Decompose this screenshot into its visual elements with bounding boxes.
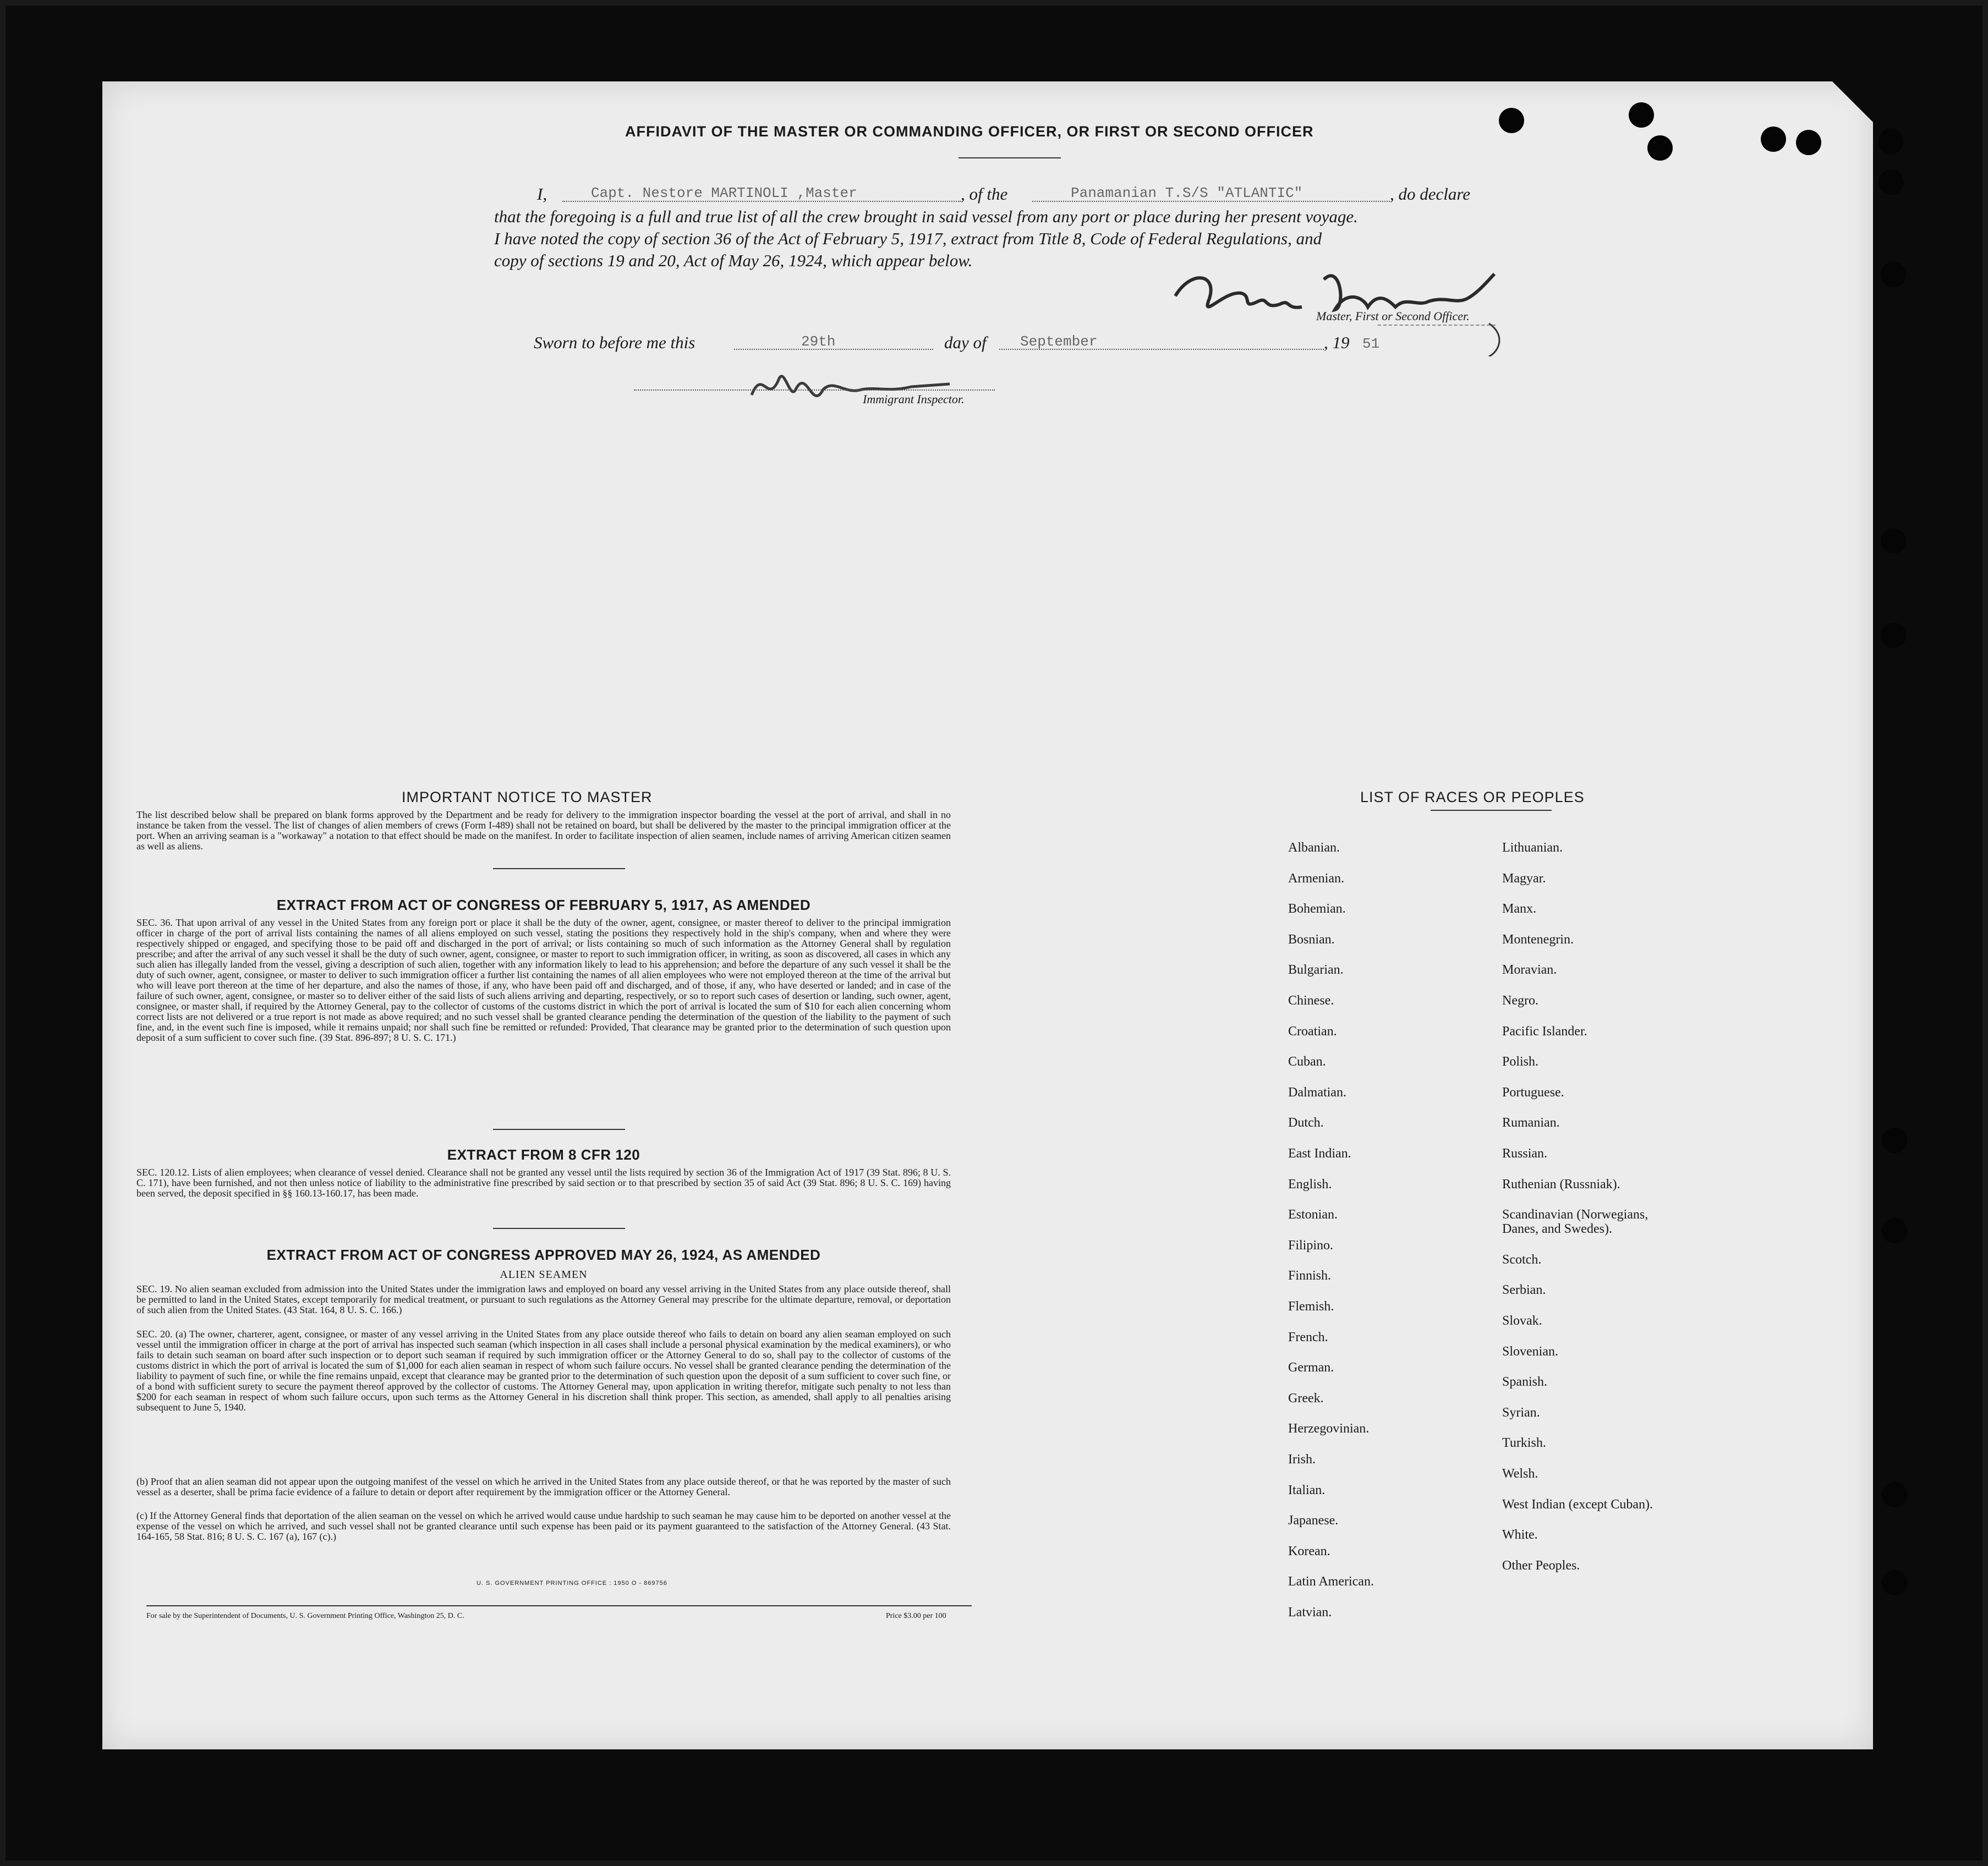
punch-hole (1879, 169, 1904, 195)
sworn-month: September (1020, 333, 1098, 350)
extract1-title: EXTRACT FROM ACT OF CONGRESS OF FEBRUARY 5, 1917, AS AMENDED (276, 897, 811, 913)
race-item: Other Peoples. (1502, 1558, 1580, 1573)
race-item: German. (1288, 1360, 1334, 1375)
extract2-body: SEC. 120.12. Lists of alien employees; when clearance of vessel denied. Clearance shall not be granted any vessel until the lists required by section 36 of the Immigration Act of 1917 (39 Stat. 896; 8 U. S. C. 171), have been furnished, and not then unless notice of liability to the administrative fine prescribed by said section or to that prescribed by section 35 of said Act (39 Stat. 896; 8 U. S. C. 169) having been served, the deposit specified in §§ 160.13-160.17, has been made. (136, 1167, 951, 1199)
punch-hole (1879, 129, 1904, 154)
race-item: Manx. (1502, 902, 1536, 916)
race-item: Montenegrin. (1502, 932, 1574, 947)
race-item: Irish. (1288, 1452, 1316, 1467)
inspector-dotline (634, 389, 995, 391)
race-item: Welsh. (1502, 1467, 1538, 1481)
vessel-name: Panamanian T.S/S "ATLANTIC" (1071, 185, 1303, 201)
footer-right: Price $3.00 per 100 (886, 1612, 946, 1620)
punch-hole (1882, 1570, 1907, 1595)
punch-hole (1882, 1128, 1907, 1153)
extract1-rule (493, 1129, 625, 1130)
extract3-subtitle: ALIEN SEAMEN (500, 1269, 588, 1281)
race-item: French. (1288, 1330, 1328, 1344)
race-item: Latvian. (1288, 1605, 1332, 1620)
extract1-body: SEC. 36. That upon arrival of any vessel in the United States from any foreign port or place it shall be the duty of the owner, agent, consignee, or master thereof to deliver to the principal immigration officer in charge of the port of arrival lists containing the names of all aliens employed on such vessel, stating the positions they respectively hold in the ship's company, when and where they were respectively shipped or engaged, and specifying those to be paid off and discharged in the port of arrival; or lists containing so much of such information as the Attorney General shall by regulation prescribe; and after the arrival of any such vessel it shall be the duty of such owner, agent, consignee, or master to report to such immigration officer, in writing, as soon as discovered, all cases in which any such alien has illegally landed from the vessel, giving a description of such alien, together with any information likely to lead to his apprehension; and before the departure of any such vessel it shall be the duty of such owner, agent, consignee, or master to deliver to such immigration officer a further list containing the names of all alien employees who were not employed thereon at the time of the arrival but who will leave port thereon at the time of her departure, and also the names of those, if any, who have been paid off and discharged, and of those, if any, who have deserted or landed; and in case of the failure of such owner, agent, consignee, or master so to deliver either of the said lists of such aliens arriving and departing, respectively, or so to report such cases of desertion or landing, such owner, agent, consignee, or master shall, if required by the Attorney General, pay to the collector of customs of the customs district in which the port of arrival is located the sum of $10 for each alien concerning whom correct lists are not delivered or a true report is not made as above required; and no such vessel shall be granted clearance pending the determination of the question of the liability to the payment of such fine, and, in the event such fine is imposed, while it remains unpaid; nor shall such fine be remitted or refunded: Provided, That clearance may be granted prior to the determination of such question upon deposit of a sum sufficient to cover such fine. (39 Stat. 896-897; 8 U. S. C. 171.) (136, 917, 951, 1043)
heading-rule (959, 157, 1061, 158)
day-of-text: day of (944, 333, 987, 352)
punch-hole (1882, 1218, 1907, 1243)
notice-rule (493, 868, 625, 869)
footer-rule (146, 1605, 972, 1606)
race-item: Danes, and Swedes). (1502, 1222, 1612, 1237)
paper-corner (1832, 81, 1873, 122)
extract2-rule (493, 1228, 625, 1229)
race-item: Magyar. (1502, 871, 1546, 886)
punch-hole (1881, 623, 1906, 648)
race-item: Armenian. (1288, 871, 1344, 886)
race-item: Bulgarian. (1288, 963, 1344, 978)
signer-title: Master, First or Second Officer. (1316, 309, 1470, 323)
race-item: Polish. (1502, 1055, 1539, 1069)
sec20b-body: (b) Proof that an alien seaman did not appear upon the outgoing manifest of the vessel on which he arrived in the United States from any place outside thereof, or that he was reported by the master of such vessel as a deserter, shall be prima facie evidence of a failure to detain or deport after requirement by the immigration officer or the Attorney General. (136, 1476, 951, 1497)
race-item: West Indian (except Cuban). (1502, 1497, 1653, 1512)
race-item: Slovak. (1502, 1314, 1542, 1328)
race-item: Scandinavian (Norwegians, (1502, 1208, 1649, 1222)
sworn-day: 29th (801, 333, 836, 350)
sec20a-body: SEC. 20. (a) The owner, charterer, agent, consignee, or master of any vessel arriving in the United States from any place outside thereof who fails to detain on board any alien seaman employed on such vessel until the immigration officer in charge at the port of arrival has inspected such seaman (which inspection in all cases shall include a personal physical examination by the medical examiners), or who fails to detain such seaman on board after such inspection or to deport such seaman if required by such immigration officer or the Attorney General to do so, shall pay to the collector of customs of the customs district in which the port of arrival is located the sum of $1,000 for each alien seaman in respect of whom such failure occurs. No vessel shall be granted clearance pending the determination of the liability to payment of such fine, or while the fine remains unpaid, except that clearance may be granted prior to the determination of such question upon the deposit of a sum sufficient to cover such fine, or of a bond with sufficient surety to secure the payment thereof approved by the collector of customs. The Attorney General may, upon application in writing therefor, mitigate such penalty to not less than $200 for each seaman in respect of whom such failure occurs, upon such terms as the Attorney General in his discretion shall think proper. This section, as amended, shall apply to all penalties arising subsequent to June 5, 1940. (136, 1329, 951, 1413)
race-item: Pacific Islander. (1502, 1024, 1587, 1039)
race-item: Korean. (1288, 1544, 1330, 1558)
extract2-title: EXTRACT FROM 8 CFR 120 (447, 1146, 640, 1163)
race-item: Bohemian. (1288, 902, 1346, 916)
race-item: Flemish. (1288, 1299, 1334, 1314)
affidavit-i: I, (537, 184, 547, 204)
race-item: Italian. (1288, 1483, 1326, 1497)
year-suffix: 51 (1362, 336, 1380, 352)
inspector-title: Immigrant Inspector. (863, 392, 965, 406)
year-prefix: , 19 (1324, 333, 1350, 352)
punch-hole (1761, 127, 1786, 152)
race-item: Lithuanian. (1502, 841, 1563, 855)
race-item: East Indian. (1288, 1146, 1351, 1161)
race-item: White. (1502, 1528, 1538, 1543)
sec19-body: SEC. 19. No alien seaman excluded from admission into the United States under the immigration laws and employed on board any vessel arriving in the United States from any place outside thereof, shall be permitted to land in the United States, except temporarily for medical treatment, or pursuant to such regulations as the Attorney General may prescribe for the ultimate departure, removal, or deportation of such alien from the United States. (43 Stat. 164, 8 U. S. C. 166.) (136, 1283, 951, 1315)
race-item: Syrian. (1502, 1405, 1540, 1420)
race-item: Greek. (1288, 1391, 1324, 1406)
sec20c-body: (c) If the Attorney General finds that deportation of the alien seaman on the vessel on which he arrived would cause undue hardship to such seaman he may cause him to be deported on another vessel at the expense of the vessel on which he arrived, and such vessel shall not be granted clearance until such expense has been paid or its payment guaranteed to the satisfaction of the Attorney General. (43 Stat. 164-165, 58 Stat. 816; 8 U. S. C. 167 (a), 167 (c).) (136, 1510, 951, 1542)
master-name: Capt. Nestore MARTINOLI ,Master (591, 185, 857, 201)
race-item: Herzegovinian. (1288, 1422, 1370, 1436)
race-item: Estonian. (1288, 1208, 1338, 1222)
gpo-code: U. S. GOVERNMENT PRINTING OFFICE : 1950 O - 869756 (477, 1580, 667, 1587)
race-item: Negro. (1502, 994, 1538, 1008)
race-item: Latin American. (1288, 1574, 1374, 1589)
race-item: Slovenian. (1502, 1344, 1558, 1359)
struck-field (1378, 325, 1496, 331)
affidavit-heading: AFFIDAVIT OF THE MASTER OR COMMANDING OFFICER, OR FIRST OR SECOND OFFICER (625, 123, 1314, 140)
races-title: LIST OF RACES OR PEOPLES (1360, 789, 1585, 805)
race-item: Dutch. (1288, 1116, 1324, 1130)
race-item: Russian. (1502, 1146, 1548, 1161)
race-item: Serbian. (1502, 1283, 1546, 1298)
race-item: Spanish. (1502, 1375, 1548, 1390)
race-item: Chinese. (1288, 994, 1334, 1008)
race-item: Moravian. (1502, 963, 1557, 978)
race-item: Turkish. (1502, 1436, 1546, 1451)
notice-title: IMPORTANT NOTICE TO MASTER (402, 789, 653, 805)
race-item: Filipino. (1288, 1238, 1334, 1253)
document-page (102, 81, 1873, 1749)
race-item: Cuban. (1288, 1055, 1326, 1069)
affidavit-line3: I have noted the copy of section 36 of the Act of February 5, 1917, extract from Title 8, Code of Federal Regulations, and (494, 229, 1322, 248)
race-item: English. (1288, 1177, 1332, 1192)
punch-hole (1499, 108, 1524, 133)
punch-hole (1881, 528, 1906, 553)
race-item: Portuguese. (1502, 1085, 1564, 1100)
sworn-prefix: Sworn to before me this (534, 333, 695, 352)
affidavit-line2: that the foregoing is a full and true list of all the crew brought in said vessel from any port or place during her present voyage. (494, 207, 1358, 226)
punch-hole (1882, 1482, 1907, 1507)
race-item: Croatian. (1288, 1024, 1337, 1039)
punch-hole (1881, 262, 1906, 287)
race-item: Dalmatian. (1288, 1085, 1346, 1100)
of-the-text: , of the (961, 184, 1008, 204)
punch-hole (1647, 135, 1673, 161)
race-item: Ruthenian (Russniak). (1502, 1177, 1620, 1192)
race-item: Bosnian. (1288, 932, 1335, 947)
inspector-signature (735, 356, 955, 417)
race-item: Japanese. (1288, 1513, 1339, 1528)
punch-hole (1629, 102, 1654, 128)
affidavit-line4: copy of sections 19 and 20, Act of May 26, 1924, which appear below. (494, 251, 973, 270)
footer-left: For sale by the Superintendent of Documents, U. S. Government Printing Office, Washington 25, D. C. (146, 1612, 464, 1620)
race-item: Finnish. (1288, 1269, 1332, 1283)
do-declare-text: , do declare (1390, 184, 1471, 204)
punch-hole (1796, 130, 1821, 155)
race-item: Scotch. (1502, 1252, 1542, 1267)
race-item: Albanian. (1288, 841, 1340, 855)
extract3-title: EXTRACT FROM ACT OF CONGRESS APPROVED MAY 26, 1924, AS AMENDED (266, 1247, 821, 1263)
races-rule (1431, 810, 1552, 811)
notice-body: The list described below shall be prepared on blank forms approved by the Department and be ready for delivery to the immigration inspector boarding the vessel at the port of arrival, and shall in no instance be taken from the vessel. The list of changes of alien members of crews (Form I-489) shall not be retained on board, but shall be delivered by the master to the principal immigration officer at the port. When an arriving seaman is a "workaway" a notation to that effect should be made on the manifest. In order to facilitate inspection of alien seamen, include names of arriving American citizen seamen as well as aliens. (136, 809, 951, 852)
race-item: Rumanian. (1502, 1116, 1560, 1130)
